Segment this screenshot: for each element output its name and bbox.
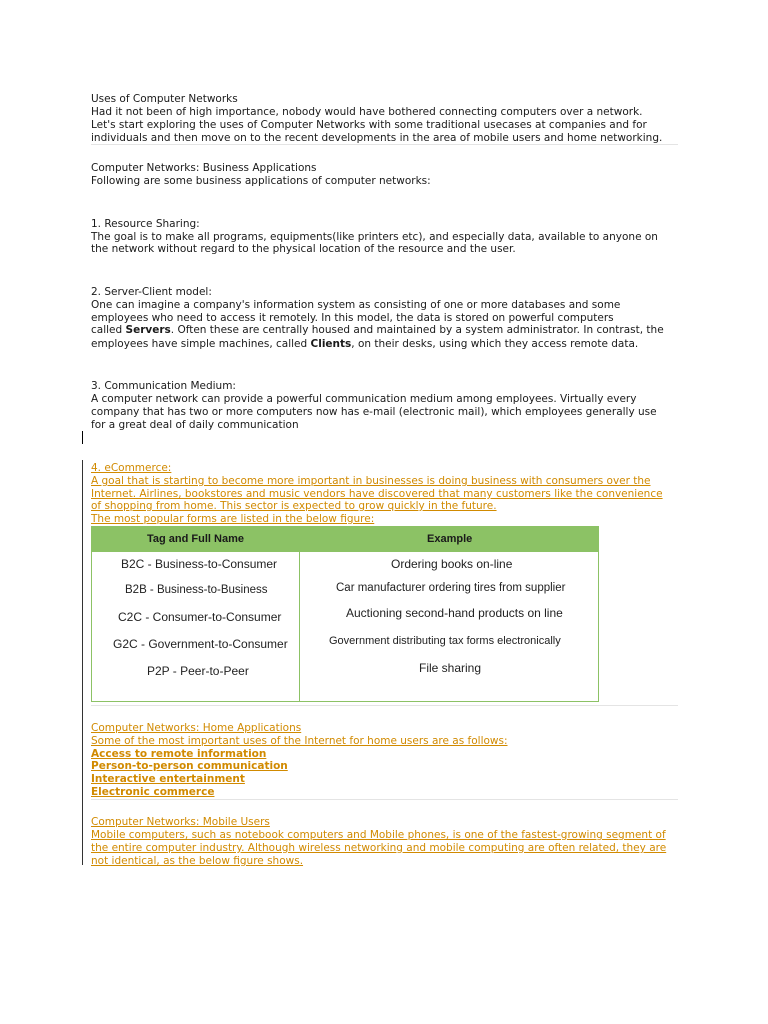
table-cell-tag: B2B - Business-to-Business xyxy=(125,584,268,596)
resource-title: 1. Resource Sharing: xyxy=(91,218,200,230)
table-header-tag: Tag and Full Name xyxy=(147,533,244,545)
divider xyxy=(91,705,678,706)
mobile-line[interactable]: the entire computer industry. Although wireless networking and mobile computing are often related, they are xyxy=(91,842,667,854)
home-item[interactable]: Electronic commerce xyxy=(91,786,215,798)
comm-line: A computer network can provide a powerful communication medium among employees. Virtually every xyxy=(91,393,637,405)
home-title[interactable]: Computer Networks: Home Applications xyxy=(91,722,302,734)
mobile-line[interactable]: Mobile computers, such as notebook computers and Mobile phones, is one of the fastest-growing segment of xyxy=(91,829,666,841)
table-cell-example: Car manufacturer ordering tires from supplier xyxy=(336,582,566,594)
table-cell-tag: P2P - Peer-to-Peer xyxy=(147,664,249,678)
table-cell-tag: G2C - Government-to-Consumer xyxy=(113,637,288,651)
table-header-example: Example xyxy=(427,533,473,545)
resource-line: The goal is to make all programs, equipments(like printers etc), and especially data, available to anyone on xyxy=(91,231,658,243)
comm-title: 3. Communication Medium: xyxy=(91,380,236,392)
ecommerce-line[interactable]: Internet. Airlines, bookstores and music vendors have discovered that many customers like the convenience xyxy=(91,488,663,500)
ecommerce-line[interactable]: A goal that is starting to become more important in businesses is doing business with consumers over the xyxy=(91,475,651,487)
servers-term: Servers xyxy=(125,324,171,336)
section-title-uses: Uses of Computer Networks xyxy=(91,93,238,105)
resource-line: the network without regard to the physical location of the resource and the user. xyxy=(91,243,516,255)
table-cell-example: File sharing xyxy=(419,661,482,675)
comm-line: for a great deal of daily communication xyxy=(91,419,299,431)
ecommerce-table xyxy=(91,526,599,702)
ecommerce-line[interactable]: of shopping from home. This sector is expected to grow quickly in the future. xyxy=(91,500,497,512)
table-cell-example: Government distributing tax forms electronically xyxy=(329,635,561,647)
server-line: called Servers. Often these are centrally housed and maintained by a system administrator. In contrast, the xyxy=(91,324,664,336)
change-bar xyxy=(82,460,83,865)
table-cell-example: Ordering books on-line xyxy=(391,557,513,571)
ecommerce-title[interactable]: 4. eCommerce: xyxy=(91,462,172,474)
section-title-business: Computer Networks: Business Applications xyxy=(91,162,317,174)
intro-line: individuals and then move on to the recent developments in the area of mobile users and home networking. xyxy=(91,132,663,144)
divider xyxy=(91,144,678,145)
server-line: One can imagine a company's information system as consisting of one or more databases and some xyxy=(91,299,621,311)
comm-line: company that has two or more computers now has e-mail (electronic mail), which employees generally use xyxy=(91,406,657,418)
server-line: employees who need to access it remotely. In this model, the data is stored on powerful computers xyxy=(91,312,614,324)
table-cell-tag: C2C - Consumer-to-Consumer xyxy=(118,610,282,624)
intro-line: Had it not been of high importance, nobody would have bothered connecting computers over a network. xyxy=(91,106,643,118)
table-header xyxy=(92,527,598,552)
table-cell-example: Auctioning second-hand products on line xyxy=(346,606,563,620)
home-item[interactable]: Interactive entertainment xyxy=(91,773,245,785)
clients-term: Clients xyxy=(310,338,352,350)
home-item[interactable]: Access to remote information xyxy=(91,748,267,760)
text-cursor xyxy=(82,431,83,444)
server-line: employees have simple machines, called Clients, on their desks, using which they access remote data. xyxy=(91,338,639,350)
home-text[interactable]: Some of the most important uses of the Internet for home users are as follows: xyxy=(91,735,508,747)
ecommerce-line[interactable]: The most popular forms are listed in the below figure: xyxy=(91,513,375,525)
intro-line: Let's start exploring the uses of Computer Networks with some traditional usecases at companies and for xyxy=(91,119,647,131)
table-cell-tag: B2C - Business-to-Consumer xyxy=(121,557,278,571)
divider xyxy=(91,799,678,800)
home-item[interactable]: Person-to-person communication xyxy=(91,760,288,772)
server-title: 2. Server-Client model: xyxy=(91,286,212,298)
mobile-line[interactable]: not identical, as the below figure shows. xyxy=(91,855,304,867)
business-text: Following are some business applications of computer networks: xyxy=(91,175,431,187)
mobile-title[interactable]: Computer Networks: Mobile Users xyxy=(91,816,270,828)
table-divider xyxy=(299,527,300,701)
